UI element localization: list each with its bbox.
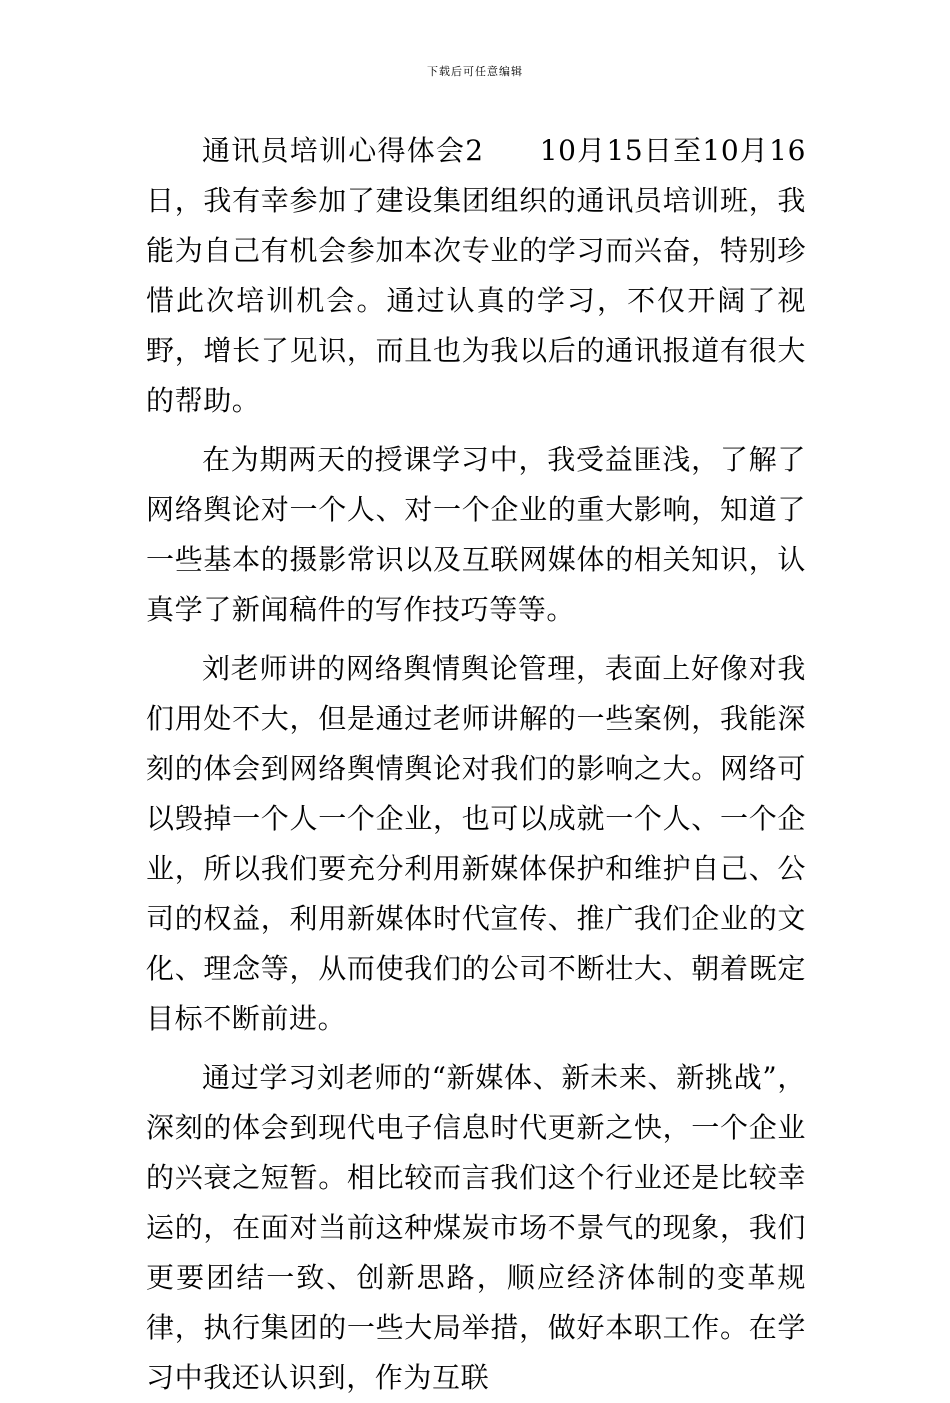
paragraph-1-text: 10月15日至10月16日，我有幸参加了建设集团组织的通讯员培训班，我能为自己有机会参加本次专业的学习而兴奋，特别珍惜此次培训机会。通过认真的学习，不仅开阔了视野，增长了见识，而且也为我以后的通讯报道有很大的帮助。 [146,134,806,417]
document-title: 通讯员培训心得体会2 [202,134,484,167]
paragraph-3: 刘老师讲的网络舆情舆论管理，表面上好像对我们用处不大，但是通过老师讲解的一些案例，我能深刻的体会到网络舆情舆论对我们的影响之大。网络可以毁掉一个人一个企业，也可以成就一个人、一个企业，所以我们要充分利用新媒体保护和维护自己、公司的权益，利用新媒体时代宣传、推广我们企业的文化、理念等，从而使我们的公司不断壮大、朝着既定目标不断前进。 [146,652,806,1035]
paragraph-2: 在为期两天的授课学习中，我受益匪浅，了解了网络舆论对一个人、对一个企业的重大影响，知道了一些基本的摄影常识以及互联网媒体的相关知识，认真学了新闻稿件的写作技巧等等。 [146,443,806,626]
document-body [146,126,806,1403]
page-header: 下载后可任意编辑 [427,65,523,78]
paragraph-1 [146,126,806,426]
paragraph-4: 通过学习刘老师的“新媒体、新未来、新挑战”，深刻的体会到现代电子信息时代更新之快，一个企业的兴衰之短暂。相比较而言我们这个行业还是比较幸运的，在面对当前这种煤炭市场不景气的现象，我们更要团结一致、创新思路，顺应经济体制的变革规律，执行集团的一些大局举措，做好本职工作。在学习中我还认识到，作为互联 [146,1061,806,1394]
